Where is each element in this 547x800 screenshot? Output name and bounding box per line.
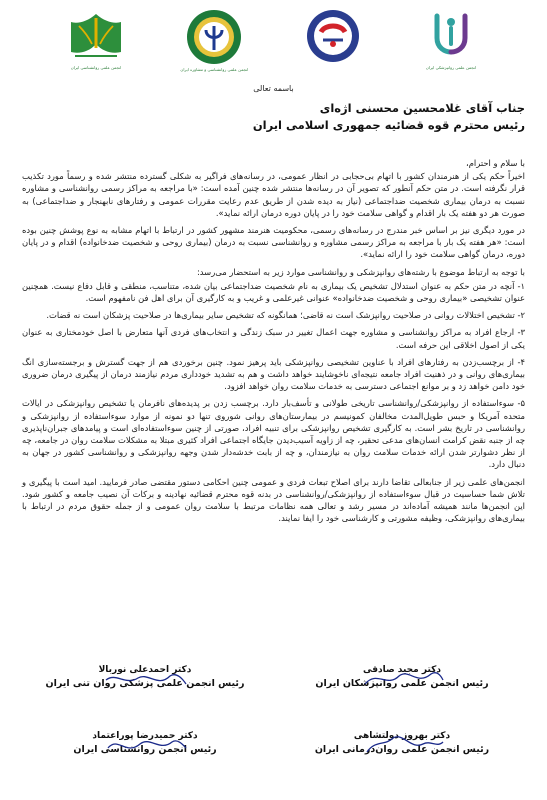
paragraph-2: در مورد دیگری نیز بر اساس خبر مندرج در رسانه‌های رسمی، محکومیت هنرمند مشهور کشور در ارتباط با اتهام مشابه به نوع پوشش چنین بوده است: «هر هفته یک بار با مراجعه به مراکز رسمی مشاوره و روانشناسی نسبت به درمان (بیماری روحی و شخصیت ضدخانواده) اقدام و در پایان دوره، درمان گواهی سلامت خود را ارائه نماید».	[22, 225, 525, 260]
logo-caption: انجمن علمی روانشناسی و مشاوره ایران	[180, 67, 249, 72]
signer-name: دکتر حمیدرضا پوراعتماد	[92, 731, 198, 741]
addressee-block	[22, 100, 525, 134]
paragraph-1: اخیراً حکم یکی از هنرمندان کشور با اتهام بی‌حجابی در انظار عمومی، در رسانه‌های فراگیر به شکلی گسترده منتشر شده و رسماً مورد تکذیب قرار نگرفته است. در متن حکم آنطور که تصویر آن در رسانه‌ها منتشر شده چنین آمده است: «با مراجعه به مراکز رسمی روانشناسی و مشاوره نسبت به درمان بیماری شخصیت ضداجتماعی (نیاز به دیده شدن از طریق عدم رعایت مقررات عمومی و رفتارهای نابهنجار و ضداجتماعی) به صورت هر دو هفته یک بار اقدام و گواهی سلامت خود را در پایان دوره درمان ارائه نماید».	[22, 171, 525, 218]
signature-3	[287, 730, 517, 757]
point-3: ۳- ارجاع افراد به مراکز روانشناسی و مشاوره جهت اعمال تغییر در سبک زندگی و انتخاب‌های فردی آنها متعارض با اصل خودمختاری به عنوان یکی از اصول اخلاقی این حرفه است.	[22, 327, 525, 350]
logo-row	[60, 8, 487, 76]
signer-name: دکتر احمدعلی نوربالا	[98, 665, 192, 675]
signature-block	[30, 664, 517, 794]
letter-body	[22, 157, 525, 529]
signer-title: رئیس انجمن روانشناسی ایران	[73, 744, 217, 755]
book-emblem-icon	[65, 8, 127, 64]
paragraph-3: با توجه به ارتباط موضوع با رشته‌های روانپزشکی و روانشناسی موارد زیر به استحضار می‌رسد:	[196, 266, 525, 277]
point-1: ۱- آنچه در متن حکم به عنوان استدلال تشخیص یک بیماری به نام شخصیت ضداجتماعی بیان شده، متناسب، منطقی و قابل دفاع نیست. همچنین عنوان تشخیصی «بیماری روحی و شخصیت ضدخانواده» عنوانی غیرعلمی و غریب و به کارگیری آن برای اهل فن نامفهوم است.	[22, 280, 525, 304]
psychology-counseling-association-logo	[178, 8, 250, 76]
psychiatric-association-logo	[297, 8, 369, 76]
figures-emblem-icon	[423, 8, 479, 64]
logo-caption: انجمن علمی روانشناسی ایران	[70, 65, 122, 70]
point-2: ۲- تشخیص اختلالات روانی در صلاحیت روانپزشک است نه قاضی؛ همانگونه که تشخیص سایر بیماری‌ها در صلاحیت پزشکان است نه قضات.	[46, 310, 525, 321]
psi-circle-icon	[185, 8, 243, 66]
in-gods-name: باسمه تعالی	[253, 84, 294, 93]
signature-4	[30, 730, 260, 757]
closing-paragraph: انجمن‌های علمی زیر از جنابعالی تقاضا دارند برای اصلاح تبعات فردی و عمومی چنین احکامی دستور مقتضی صادر فرمایید. امید است با پیگیری و تلاش شما حساسیت در قبال سوءاستفاده از روانپزشکی/روانشناسی در بدنه قوه محترم قضائیه نهادینه و برکات آن نصیب جامعه و کشور شود. این انجمن‌ها مانند همیشه آماده‌اند در مسیر رشد و تعالی همه نظامات مرتبط با سلامت روان عمومی و از جمله حقوق مردم در ارتباط با بیماری‌های روانپزشکی، وظیفه مشورتی و کارشناسی خود را ایفا نمایند.	[22, 476, 525, 524]
signer-title: رئیس انجمن علمی روانپزشکان ایران	[315, 678, 489, 689]
rehab-psychology-association-logo	[60, 8, 132, 76]
signer-title: رئیس انجمن علمی روان‌درمانی ایران	[314, 744, 490, 755]
signer-name: دکتر بهروز دولتشاهی	[353, 731, 451, 741]
addressee-title: رئیس محترم قوه قضائیه جمهوری اسلامی ایران	[252, 118, 525, 132]
signature-2	[30, 664, 260, 691]
round-seal-icon	[305, 8, 361, 64]
logo-caption: انجمن علمی روانپزشکی ایران	[425, 65, 477, 70]
signature-1	[287, 664, 517, 691]
signer-title: رئیس انجمن علمی پزشکی روان تنی ایران	[45, 678, 245, 689]
clinical-psychology-association-logo	[415, 8, 487, 76]
signer-name: دکتر مجید صادقی	[362, 665, 442, 675]
addressee-name: جناب آقای غلامحسین محسنی اژه‌ای	[319, 101, 525, 115]
greeting: با سلام و احترام،	[466, 158, 525, 168]
point-4: ۴- از برچسب‌زدن به رفتارهای افراد با عناوین تشخیصی روانپزشکی باید پرهیز نمود. چنین برخوردی هم از جهت گسترش و برجسته‌سازی انگ بیماری‌های روانی و در ذهنیت افراد جامعه نتیجه‌ای ناخوشایند خواهد داشت و هم به تشدید خودداری مردم نیازمند درمان از پیگیری درمان ضروری خود دامن خواهد زد و بر موانع اجتماعی دسترسی به خدمات سلامت روان خواهد افزود.	[22, 356, 525, 392]
point-5: ۵- سوءاستفاده از روانپزشکی/روانشناسی تاریخی طولانی و تأسف‌بار دارد. برچسب زدن بر پدیده‌های نافرمان یا تشخیص روانپزشکی در ایالات متحده آمریکا و حبس طویل‌المدت مخالفان کمونیسم در بیمارستان‌های روانی شوروی تنها دو نمونه از موارد سوءاستفاده از روانپزشکی و روانشناسی در تاریخ بشر است. به کارگیری تشخیص روانپزشکی برای تنبیه افراد، صورتی از چنین سوءاستفاده‌ای است و پیامدهای جبران‌ناپذیری چه از جنبه نقض کرامت انسان‌های مدعی تحقیر، چه از زاویه آسیب‌دیدن جایگاه اجتماعی افراد کثیری مبتلا به مشکلات سلامت روان در جامعه، چه از نظر دشوارتر شدن ارائه خدمات سلامت روان به نیازمندان، و چه از بابت خدشه‌دار شدن وجهه روانپزشکی و روانشناسی کشور در جهان به دنبال دارد.	[22, 398, 525, 470]
